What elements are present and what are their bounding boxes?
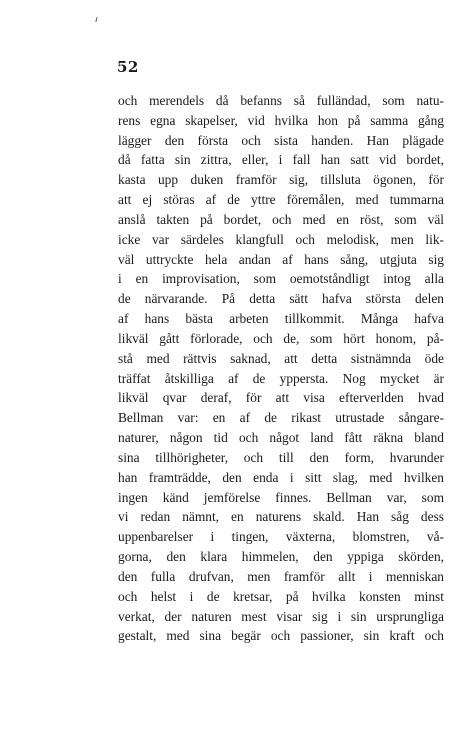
text-line: vi redan nämnt, en naturens skald. Han såg dess	[118, 509, 444, 525]
text-line: lägger den första och sista handen. Han plägade	[118, 132, 444, 148]
text-line: stå med rättvis saknad, att detta sistnämnda öde	[118, 350, 444, 366]
text-line: den fulla drufvan, men framför allt i menniskan	[118, 568, 444, 584]
text-line: han framträdde, den enda i sitt slag, med hvilken	[118, 469, 444, 485]
text-line: Bellman var: en af de rikast utrustade sångare-	[118, 410, 444, 426]
text-line: naturer, någon tid och något land fått räkna bland	[118, 430, 444, 446]
text-line: att ej störas af de yttre föremålen, med tummarna	[118, 192, 444, 208]
text-line: gestalt, med sina begär och passioner, sin kraft och	[118, 628, 444, 644]
text-line: af hans bästa arbeten tillkommit. Många hafva	[118, 311, 444, 327]
text-line: anslå takten på bordet, och med en röst, som väl	[118, 211, 444, 227]
text-line: likväl gått förlorade, och de, som hört honom, på-	[118, 330, 444, 346]
text-line: gorna, den klara himmelen, den yppiga skörden,	[118, 549, 444, 565]
text-line: då fatta sin zittra, eller, i fall han satt vid bordet,	[118, 152, 444, 168]
text-line: icke var särdeles klangfull och melodisk, men lik-	[118, 231, 444, 247]
text-line: rens egna skapelser, vid hvilka hon på samma gång	[118, 112, 444, 128]
text-line: kasta upp duken framför sig, tillsluta ögonen, för	[118, 172, 444, 188]
text-line: ingen känd jemförelse finnes. Bellman var, som	[118, 489, 444, 505]
page-number: 52	[117, 58, 139, 76]
text-line: och helst i de kretsar, på hvilka konsten minst	[118, 588, 444, 604]
text-line: de närvarande. På detta sätt hafva största delen	[118, 291, 444, 307]
text-line: väl uttryckte hela andan af hans sång, utgjuta sig	[118, 251, 444, 267]
print-speck	[95, 17, 97, 22]
text-line: i en improvisation, som oemotståndligt intog alla	[118, 271, 444, 287]
text-line: och merendels då befanns så fulländad, som natu-	[118, 93, 444, 108]
text-line: likväl qvar deraf, för att visa efterverlden hvad	[118, 390, 444, 406]
text-line: uppenbarelser i tingen, växterna, blomstren, vå-	[118, 529, 444, 545]
text-line: sina tillhörigheter, och till den form, hvarunder	[118, 449, 444, 465]
body-text	[118, 91, 444, 646]
text-line: verkat, der naturen mest visar sig i sin ursprungliga	[118, 608, 444, 624]
text-line: träffat åtskilliga af de yppersta. Nog mycket är	[118, 370, 444, 386]
